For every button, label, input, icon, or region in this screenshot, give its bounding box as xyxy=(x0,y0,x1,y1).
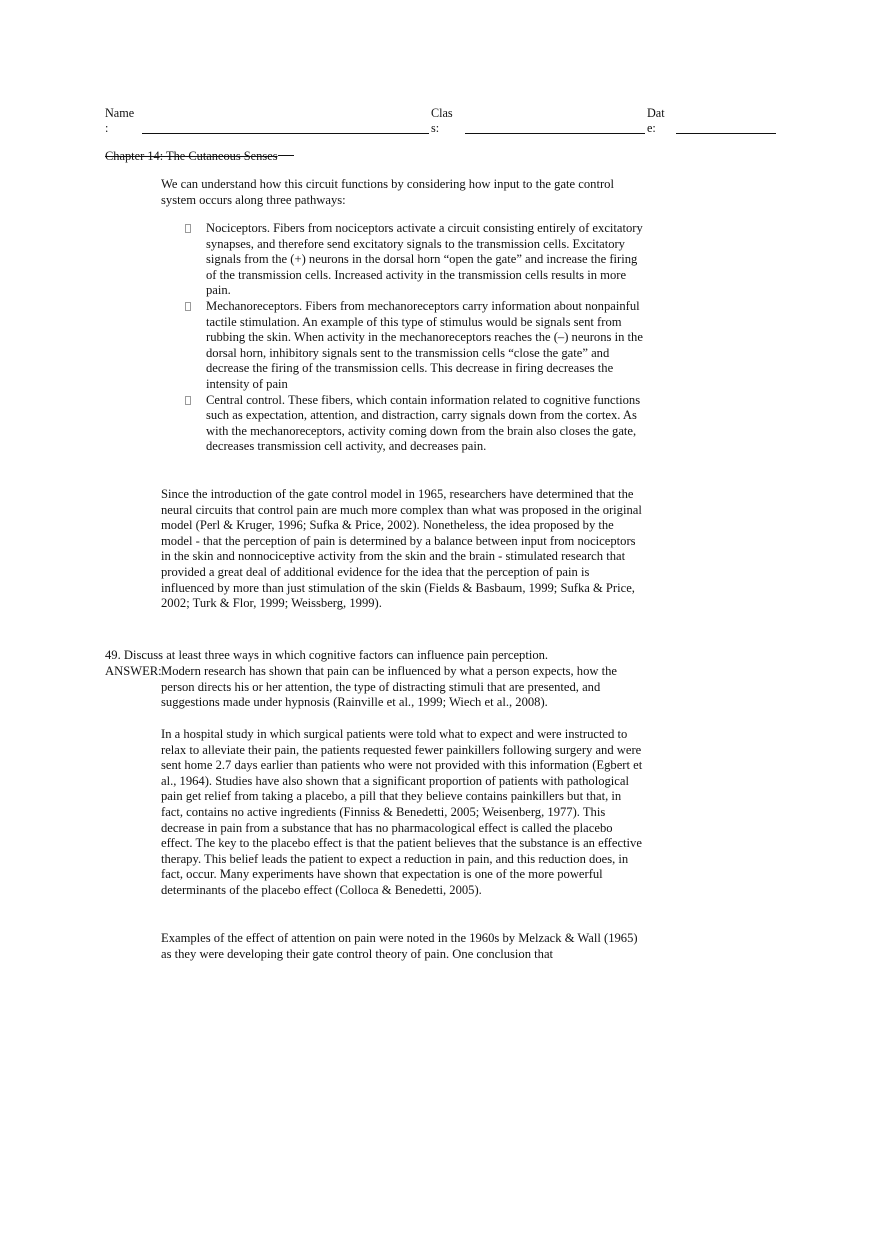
date-label xyxy=(647,106,665,135)
pathway-item-nociceptors xyxy=(183,221,645,299)
answer-label: ANSWER: xyxy=(105,664,162,678)
name-label-bottom: : xyxy=(105,120,109,135)
gate-control-paragraph: Since the introduction of the gate control model in 1965, researchers have determined that the neural circuits that control pain are much more complex than what was proposed in the original model (Perl & Kruger, 1996; Sufka & Price, 2002). Nonetheless, the idea proposed by the model - that the perception of pain is determined by a balance between input from nociceptors in the skin and nonnociceptive activity from the skin and the brain - stimulated research that provided a great deal of additional evidence for the idea that the perception of pain is influenced by more than just stimulation of the skin (Fields & Basbaum, 1999; Sufka & Price, 2002; Turk & Flor, 1999; Weissberg, 1999). xyxy=(161,487,642,611)
name-label xyxy=(105,106,134,135)
pathway-item-central-control xyxy=(183,393,645,455)
class-label-bottom: s: xyxy=(431,120,440,135)
name-label-top: Name xyxy=(105,106,135,120)
pathway-list xyxy=(183,221,645,455)
bullet-icon xyxy=(185,302,191,311)
class-label xyxy=(431,106,453,135)
date-field-line[interactable] xyxy=(676,133,776,134)
class-field-line[interactable] xyxy=(465,133,645,134)
chapter-title-text: Chapter 14: The Cutaneous Senses xyxy=(105,149,278,163)
intro-paragraph: We can understand how this circuit functions by considering how input to the gate control system occurs along three pathways: xyxy=(161,177,614,207)
class-label-top: Clas xyxy=(431,106,453,120)
date-label-top: Dat xyxy=(647,106,665,120)
date-label-bottom: e: xyxy=(647,120,656,135)
name-field-line[interactable] xyxy=(142,133,429,134)
pathway-text: Mechanoreceptors. Fibers from mechanoreceptors carry information about nonpainful tactile stimulation. An example of this type of stimulus would be signals sent from rubbing the skin. When activity in the mechanoreceptors reaches the (–) neurons in the dorsal horn, inhibitory signals sent to the transmission cells “close the gate” and decrease the firing of the transmission cells. This decrease in firing decreases the intensity of pain xyxy=(206,298,643,391)
bullet-icon xyxy=(185,224,191,233)
pathway-item-mechanoreceptors xyxy=(183,299,645,393)
answer-paragraph-3: Examples of the effect of attention on pain were noted in the 1960s by Melzack & Wall (1965) as they were developing their gate control theory of pain. One conclusion that xyxy=(161,931,638,961)
bullet-icon xyxy=(185,396,191,405)
pathway-text: Nociceptors. Fibers from nociceptors activate a circuit consisting entirely of excitatory synapses, and therefore send excitatory signals to the transmission cells. Excitatory signals from the (+) neurons in the dorsal horn “open the gate” and increase the firing of the transmission cells. Increased activity in the transmission cells results in more pain. xyxy=(206,221,643,298)
chapter-title xyxy=(105,149,294,165)
question-49: 49. Discuss at least three ways in which cognitive factors can influence pain perception. xyxy=(105,648,549,662)
pathway-text: Central control. These fibers, which contain information related to cognitive functions such as expectation, attention, and distraction, carry signals down from the cortex. As with the mechanoreceptors, activity coming down from the brain also closes the gate, decreases transmission cell activity, and decreases pain. xyxy=(206,392,641,454)
answer-paragraph-1: Modern research has shown that pain can be influenced by what a person expects, how the person directs his or her attention, the type of distracting stimuli that are presented, and suggestions made under hypnosis (Rainville et al., 1999; Wiech et al., 2008). xyxy=(161,664,618,710)
answer-paragraph-2: In a hospital study in which surgical patients were told what to expect and were instructed to relax to alleviate their pain, the patients requested fewer painkillers following surgery and were sent home 2.7 days earlier than patients who were not provided with this information (Egbert et al., 1964). Studies have also shown that a significant proportion of patients with pathological pain get relief from taking a placebo, a pill that they believe contains painkillers but that, in fact, contains no active ingredients (Finniss & Benedetti, 2005; Weisenberg, 1977). This decrease in pain from a substance that has no pharmacological effect is called the placebo effect. The key to the placebo effect is that the patient believes that the substance is an effective therapy. This belief leads the patient to expect a reduction in pain, and this reduction does, in fact, occur. Many experiments have shown that expectation is one of the more powerful determinants of the placebo effect (Colloca & Benedetti, 2005). xyxy=(161,727,643,897)
